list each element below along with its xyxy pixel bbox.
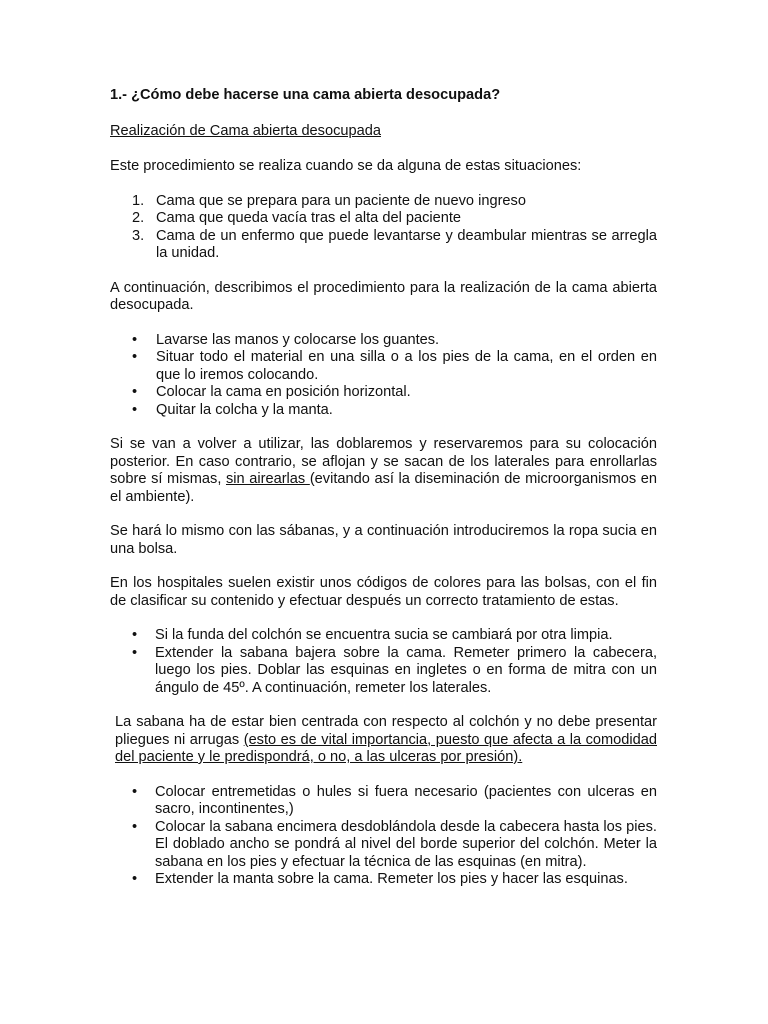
centered-text-underlined: (esto es de vital importancia, puesto que afecta a la comodidad del paciente y le predispondrá, o no, a las ulceras por presión).	[115, 731, 657, 765]
list-item-text: Extender la sabana bajera sobre la cama. Remeter primero la cabecera, luego los pies. Doblar las esquinas en ingletes o en forma de mitra con un ángulo de 45º. A continuación, remeter los laterales.	[155, 644, 657, 696]
bullet-icon: •	[132, 818, 138, 835]
list-number: 2.	[132, 210, 145, 226]
intro-paragraph: Este procedimiento se realiza cuando se da alguna de estas situaciones:	[110, 158, 582, 174]
list-item-text: Si la funda del colchón se encuentra sucia se cambiará por otra limpia.	[155, 627, 613, 643]
list-item	[110, 645, 657, 698]
list-item	[110, 210, 657, 228]
steps-list-2	[110, 627, 657, 697]
list-item-text: Quitar la colcha y la manta.	[156, 401, 333, 418]
steps-list-3	[110, 784, 657, 889]
list-item	[110, 784, 657, 819]
colors-paragraph: En los hospitales suelen existir unos códigos de colores para las bolsas, con el fin de clasificar su contenido y efectuar después un correcto tratamiento de estas.	[110, 575, 657, 609]
list-item	[110, 332, 657, 350]
list-item-text: Situar todo el material en una silla o a los pies de la cama, en el orden en que lo iremos colocando.	[156, 349, 657, 383]
list-number: 3.	[132, 227, 145, 244]
list-item	[110, 228, 657, 263]
list-item	[110, 627, 657, 645]
list-item-text: Cama que queda vacía tras el alta del paciente	[156, 210, 462, 226]
reuse-paragraph	[110, 436, 657, 506]
list-item-text: Colocar entremetidas o hules si fuera necesario (pacientes con ulceras en sacro, incontinentes,)	[155, 783, 657, 817]
centered-paragraph	[115, 714, 657, 767]
document-heading: 1.- ¿Cómo debe hacerse una cama abierta desocupada?	[110, 87, 501, 103]
procedure-intro-paragraph: A continuación, describimos el procedimiento para la realización de la cama abierta desocupada.	[110, 279, 657, 313]
list-item	[110, 384, 657, 402]
list-item-text: Lavarse las manos y colocarse los guantes.	[156, 331, 440, 348]
bullet-icon: •	[132, 384, 138, 400]
list-item-text: Colocar la cama en posición horizontal.	[156, 384, 411, 400]
list-item	[110, 871, 657, 889]
bullet-icon: •	[132, 644, 138, 661]
bullet-icon: •	[132, 627, 138, 643]
list-item	[110, 349, 657, 384]
bullet-icon: •	[132, 401, 138, 418]
list-number: 1.	[132, 192, 145, 209]
list-item	[110, 819, 657, 872]
list-item-text: Colocar la sabana encimera desdoblándola desde la cabecera hasta los pies. El doblado ancho se pondrá al nivel del borde superior del colchón. Meter la sabana en los pies y efectuar la técnica de las esquinas (en mitra).	[155, 818, 657, 870]
bullet-icon: •	[132, 331, 138, 348]
bullet-icon: •	[132, 349, 138, 365]
list-item-text: Cama que se prepara para un paciente de nuevo ingreso	[156, 192, 526, 209]
document-subheading: Realización de Cama abierta desocupada	[110, 122, 381, 139]
list-item	[110, 193, 657, 211]
reuse-text-before: Si se van a volver a utilizar, las doblaremos y reservaremos para su colocación posterior. En caso contrario, se aflojan y se sacan de los laterales para enrollarlas sobre sí mismas,	[110, 436, 657, 487]
steps-list-1	[110, 332, 657, 420]
centered-text-before: La sabana ha de estar bien centrada con respecto al colchón y no debe presentar pliegues ni arrugas	[115, 714, 657, 748]
reuse-text-after: (evitando así la diseminación de microorganismos en el ambiente).	[110, 471, 658, 505]
bullet-icon: •	[132, 871, 138, 887]
list-item	[110, 402, 657, 420]
situations-list	[110, 193, 657, 263]
document-content	[110, 87, 657, 889]
sheets-paragraph: Se hará lo mismo con las sábanas, y a continuación introduciremos la ropa sucia en una bolsa.	[110, 523, 657, 557]
bullet-icon: •	[132, 783, 138, 800]
reuse-text-underlined: sin airearlas	[225, 471, 310, 487]
list-item-text: Extender la manta sobre la cama. Remeter los pies y hacer las esquinas.	[155, 871, 628, 887]
list-item-text: Cama de un enfermo que puede levantarse y deambular mientras se arregla la unidad.	[156, 227, 657, 261]
